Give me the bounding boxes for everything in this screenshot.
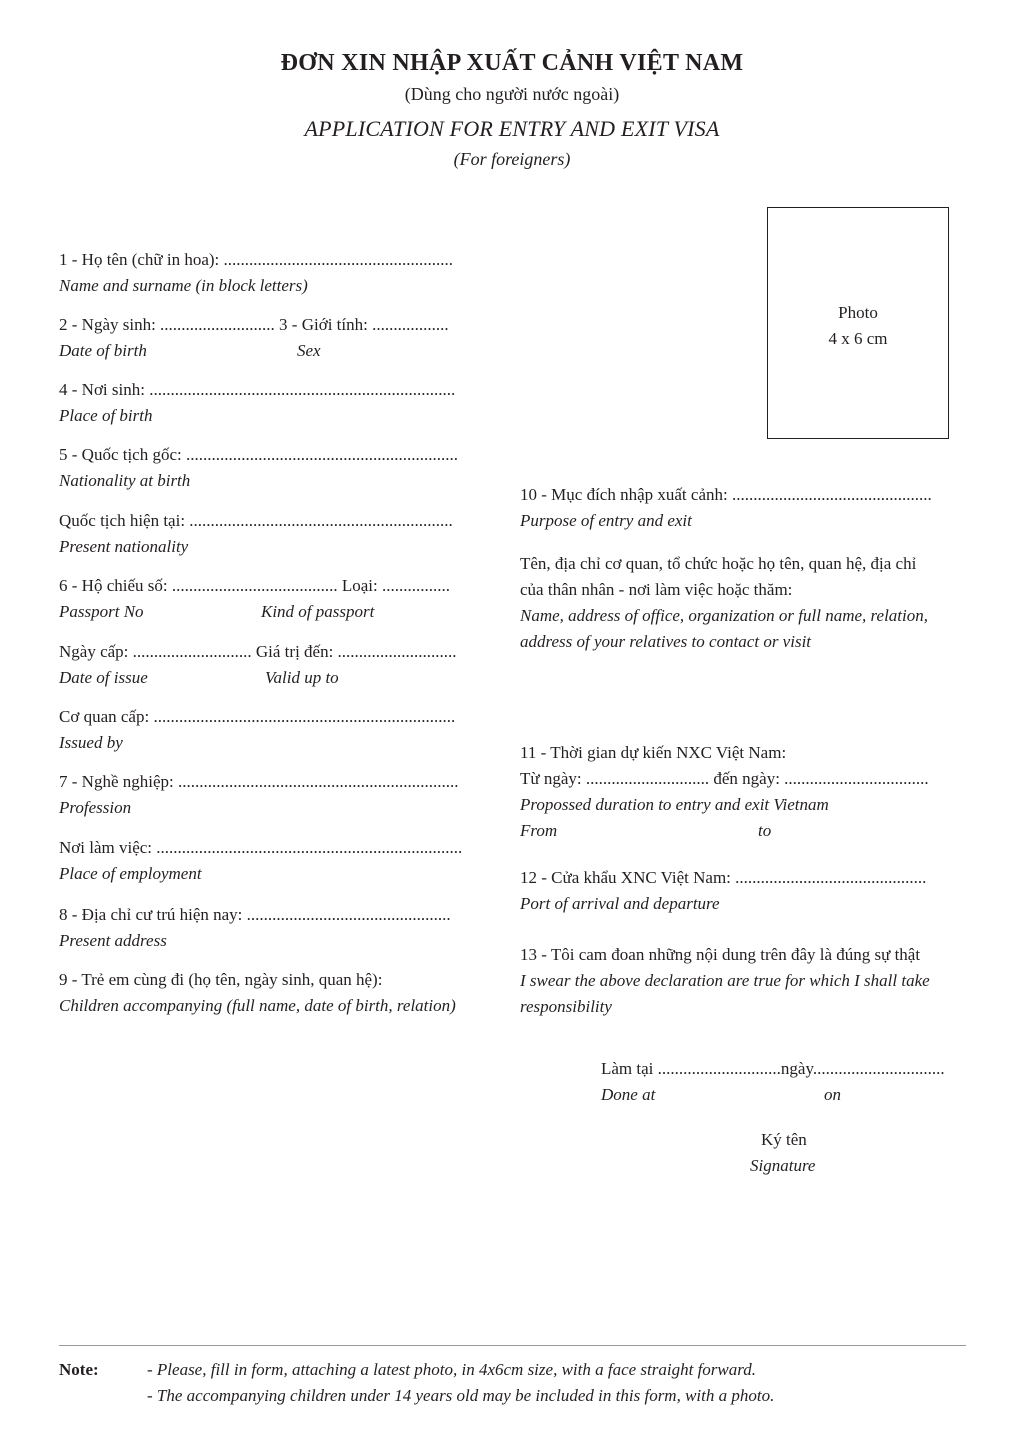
field-place-of-birth[interactable]: 4 - Nơi sinh: ........................................................................ (59, 380, 456, 399)
field-contact-info-en-line2: address of your relatives to contact or visit (520, 632, 812, 651)
field-duration-label-en: Propossed duration to entry and exit Vietnam (520, 795, 829, 814)
field-profession-label-en: Profession (59, 798, 132, 817)
declaration-en-line1: I swear the above declaration are true for which I shall take (520, 971, 930, 990)
form-subtitle-vietnamese: (Dùng cho người nước ngoài) (404, 84, 620, 104)
note-line-1: - Please, fill in form, attaching a latest photo, in 4x6cm size, with a face straight forward. (147, 1360, 756, 1379)
field-duration-heading: 11 - Thời gian dự kiến NXC Việt Nam: (520, 743, 787, 762)
field-kind-of-passport-label-en: Kind of passport (261, 602, 375, 621)
photo-label: Photo (838, 303, 878, 322)
field-on-label-en: on (824, 1085, 841, 1104)
field-purpose-of-entry-label-en: Purpose of entry and exit (520, 511, 692, 530)
signature-label-en: Signature (750, 1156, 816, 1175)
field-present-address[interactable]: 8 - Địa chỉ cư trú hiện nay: ................................................ (59, 905, 451, 924)
field-passport-number-label-en: Passport No (59, 602, 144, 621)
field-contact-info-vi-line2: của thân nhân - nơi làm việc hoặc thăm: (520, 580, 793, 599)
field-date-of-issue-valid[interactable]: Ngày cấp: ............................ Giá trị đến: ............................ (59, 642, 457, 661)
field-full-name-label-en: Name and surname (in block letters) (59, 276, 308, 295)
field-port-of-entry-label-en: Port of arrival and departure (520, 894, 720, 913)
field-contact-info-vi-line1: Tên, địa chỉ cơ quan, tổ chức hoặc họ tên, quan hệ, địa chỉ (520, 554, 917, 573)
field-done-at-label-en: Done at (601, 1085, 656, 1104)
field-sex-label-en: Sex (297, 341, 321, 360)
field-date-of-issue-label-en: Date of issue (59, 668, 148, 687)
form-title-english: APPLICATION FOR ENTRY AND EXIT VISA (304, 116, 720, 141)
photo-placeholder (768, 300, 948, 352)
field-duration-from-to[interactable]: Từ ngày: ............................. đến ngày: .................................. (520, 769, 929, 788)
declaration-en-line2: responsibility (520, 997, 612, 1016)
field-children-accompanying: 9 - Trẻ em cùng đi (họ tên, ngày sinh, quan hệ): (59, 970, 383, 989)
form-subtitle-english: (For foreigners) (453, 149, 571, 169)
field-present-nationality[interactable]: Quốc tịch hiện tại: .............................................................. (59, 511, 453, 530)
field-issued-by-label-en: Issued by (59, 733, 123, 752)
field-present-nationality-label-en: Present nationality (59, 537, 189, 556)
photo-size: 4 x 6 cm (828, 329, 888, 348)
field-nationality-at-birth-label-en: Nationality at birth (59, 471, 191, 490)
field-valid-up-to-label-en: Valid up to (265, 668, 339, 687)
field-purpose-of-entry[interactable]: 10 - Mục đích nhập xuất cảnh: ............................................... (520, 485, 932, 504)
note-divider (59, 1345, 966, 1346)
field-contact-info-en-line1: Name, address of office, organization or full name, relation, (520, 606, 928, 625)
declaration-vi: 13 - Tôi cam đoan những nội dung trên đây là đúng sự thật (520, 945, 921, 964)
field-present-address-label-en: Present address (59, 931, 167, 950)
note-line-2: - The accompanying children under 14 years old may be included in this form, with a photo. (147, 1386, 775, 1405)
field-passport-number-kind[interactable]: 6 - Hộ chiếu số: ....................................... Loại: ................ (59, 576, 450, 595)
field-place-of-employment-label-en: Place of employment (59, 864, 202, 883)
signature-label-vi: Ký tên (761, 1130, 807, 1149)
field-profession[interactable]: 7 - Nghề nghiệp: .................................................................. (59, 772, 459, 791)
field-port-of-entry[interactable]: 12 - Cửa khẩu XNC Việt Nam: ............................................. (520, 868, 927, 887)
field-date-of-birth-sex[interactable]: 2 - Ngày sinh: ........................... 3 - Giới tính: .................. (59, 315, 449, 334)
field-date-of-birth-label-en: Date of birth (59, 341, 147, 360)
field-place-of-birth-label-en: Place of birth (59, 406, 153, 425)
note-label: Note: (59, 1360, 99, 1379)
photo-box[interactable] (767, 207, 949, 439)
field-done-at-date[interactable]: Làm tại .............................ngày............................... (601, 1059, 945, 1078)
field-issued-by[interactable]: Cơ quan cấp: ....................................................................... (59, 707, 456, 726)
field-children-accompanying-label-en: Children accompanying (full name, date of birth, relation) (59, 996, 456, 1015)
field-place-of-employment[interactable]: Nơi làm việc: ........................................................................ (59, 838, 463, 857)
form-title-vietnamese: ĐƠN XIN NHẬP XUẤT CẢNH VIỆT NAM (280, 50, 744, 76)
field-duration-to-label-en: to (758, 821, 772, 840)
field-duration-from-label-en: From (520, 821, 558, 840)
field-nationality-at-birth[interactable]: 5 - Quốc tịch gốc: ................................................................ (59, 445, 458, 464)
field-full-name[interactable]: 1 - Họ tên (chữ in hoa): ...................................................... (59, 250, 454, 269)
